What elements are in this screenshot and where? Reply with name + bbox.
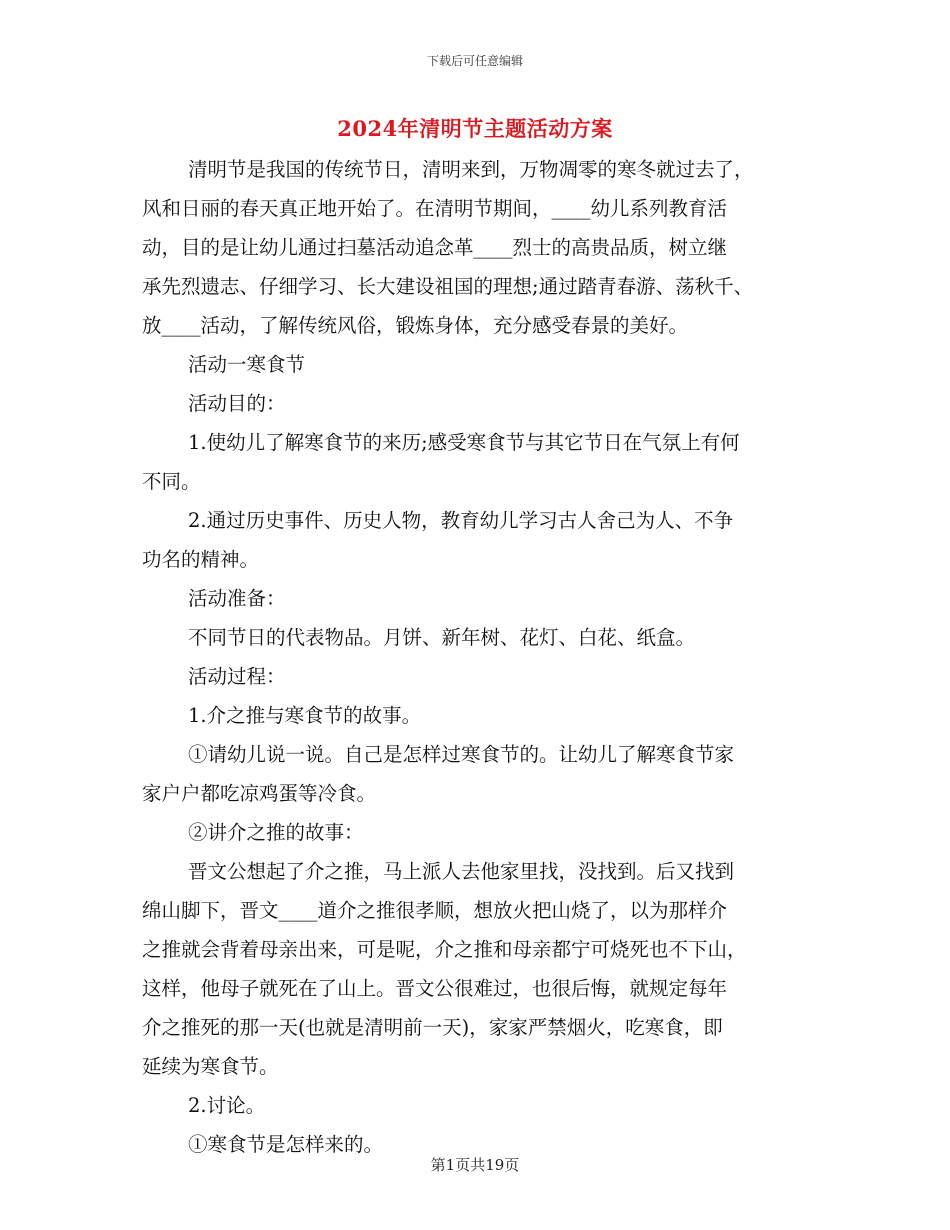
page-header: 下载后可任意编辑 xyxy=(426,54,523,68)
paragraph-line: 承先烈遗志、仔细学习、长大建设祖国的理想;通过踏青春游、荡秋千、 xyxy=(142,275,754,298)
section-heading: 活动一寒食节 xyxy=(188,353,306,376)
paragraph-line: 延续为寒食节。 xyxy=(142,1055,279,1078)
paragraph-line: 家户户都吃凉鸡蛋等冷食。 xyxy=(142,782,377,805)
document-title: 2024年清明节主题活动方案 xyxy=(337,116,613,141)
paragraph-line: 放____活动，了解传统风俗，锻炼身体，充分感受春景的美好。 xyxy=(142,314,689,337)
paragraph-line: 风和日丽的春天真正地开始了。在清明节期间，____幼儿系列教育活 xyxy=(142,197,728,220)
list-item: 2.通过历史事件、历史人物，教育幼儿学习古人舍己为人、不争 xyxy=(188,509,734,532)
paragraph-line: 不同节日的代表物品。月饼、新年树、花灯、白花、纸盒。 xyxy=(188,626,696,649)
paragraph-line: 介之推死的那一天(也就是清明前一天)，家家严禁烟火，吃寒食，即 xyxy=(142,1016,723,1039)
paragraph-line: 清明节是我国的传统节日，清明来到，万物凋零的寒冬就过去了， xyxy=(188,158,754,181)
paragraph-line: 绵山脚下，晋文____道介之推很孝顺，想放火把山烧了，以为那样介 xyxy=(142,899,728,922)
page-footer: 第1页共19页 xyxy=(430,1156,520,1174)
list-item: 2.讨论。 xyxy=(188,1094,266,1117)
section-heading: 活动准备： xyxy=(188,587,286,610)
paragraph-line: 这样，他母子就死在了山上。晋文公很难过，也很后悔，就规定每年 xyxy=(142,977,728,1000)
paragraph-line: 晋文公想起了介之推，马上派人去他家里找，没找到。后又找到 xyxy=(188,860,735,883)
document-body xyxy=(142,150,822,1164)
paragraph-line: 不同。 xyxy=(142,470,201,493)
section-heading: 活动过程： xyxy=(188,665,286,688)
list-item: ①请幼儿说一说。自己是怎样过寒食节的。让幼儿了解寒食节家 xyxy=(188,743,735,766)
list-item: ①寒食节是怎样来的。 xyxy=(188,1133,384,1156)
section-heading: 活动目的： xyxy=(188,392,286,415)
list-item: ②讲介之推的故事： xyxy=(188,821,364,844)
paragraph-line: 之推就会背着母亲出来，可是呢，介之推和母亲都宁可烧死也不下山， xyxy=(142,938,747,961)
list-item: 1.介之推与寒食节的故事。 xyxy=(188,704,422,727)
paragraph-line: 动，目的是让幼儿通过扫墓活动追念革____烈士的高贵品质，树立继 xyxy=(142,236,728,259)
paragraph-line: 功名的精神。 xyxy=(142,548,260,571)
list-item: 1.使幼儿了解寒食节的来历;感受寒食节与其它节日在气氛上有何 xyxy=(188,431,740,454)
